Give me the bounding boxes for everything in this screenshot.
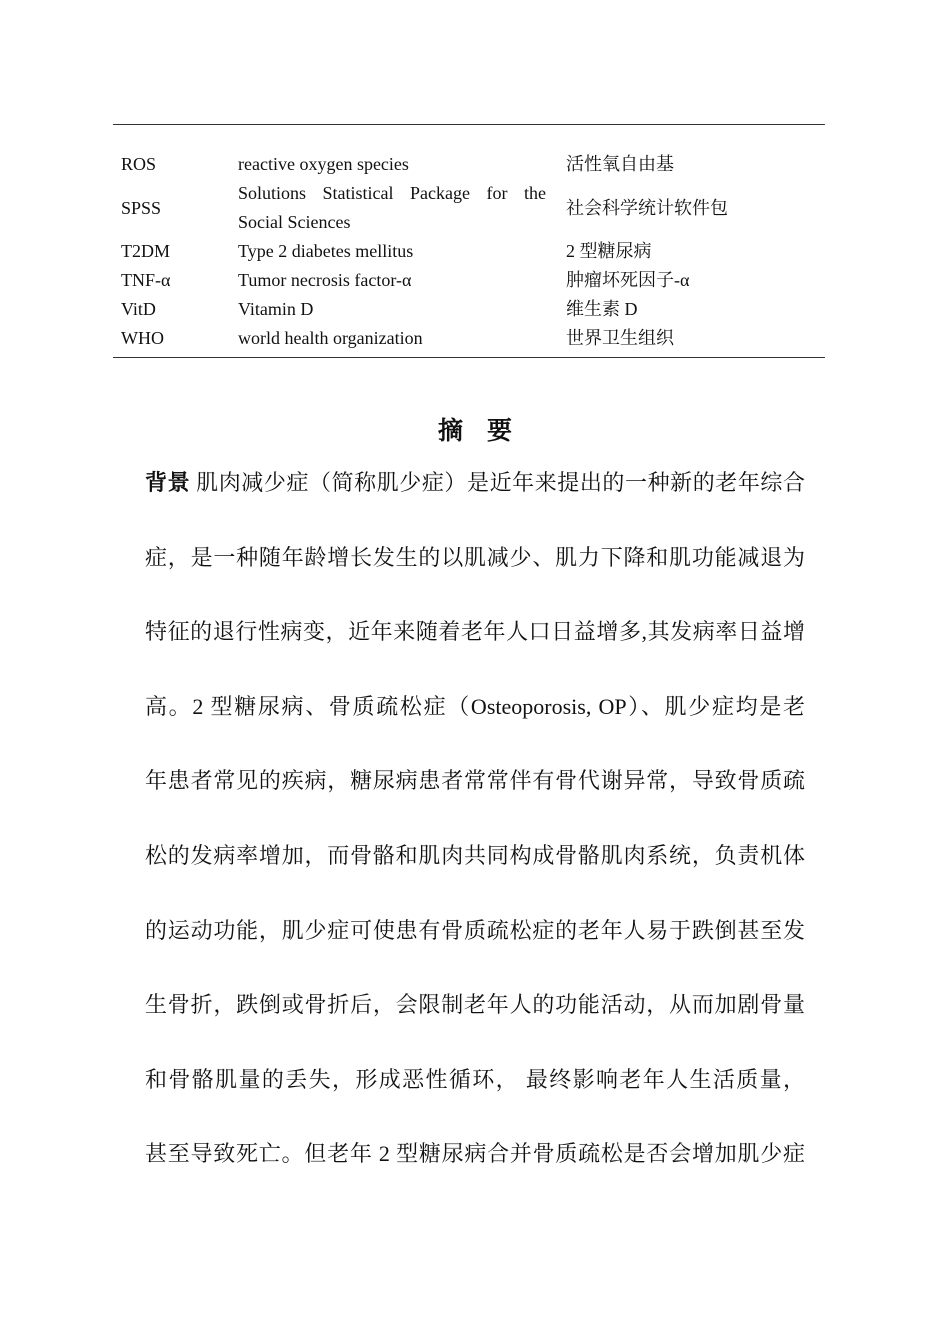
english-term-cell: Tumor necrosis factor-α: [238, 270, 412, 290]
table-row: [113, 179, 825, 237]
abstract-line: [145, 459, 805, 534]
chinese-term-cell: 社会科学统计软件包: [566, 197, 728, 218]
abstract-line: 的运动功能，肌少症可使患有骨质疏松症的老年人易于跌倒甚至发: [145, 917, 805, 943]
abbreviation-cell: SPSS: [121, 197, 162, 218]
abbreviation-cell: T2DM: [121, 241, 170, 261]
english-term-cell: world health organization: [238, 328, 423, 348]
english-term-cell: reactive oxygen species: [238, 154, 409, 174]
abbreviation-cell: ROS: [121, 154, 157, 174]
chinese-term-cell: 维生素 D: [566, 299, 638, 319]
english-term-cell: Solutions Statistical Package for the Social Sciences: [238, 183, 546, 232]
table-row: [113, 324, 825, 353]
chinese-term-cell: 2 型糖尿病: [566, 241, 652, 261]
abstract-line: 症，是一种随年龄增长发生的以肌减少、肌力下降和肌功能减退为: [145, 544, 805, 570]
table-row: [113, 237, 825, 266]
abbreviation-cell: VitD: [121, 299, 156, 319]
abstract-title: 摘要: [437, 418, 536, 445]
background-label: 背景: [145, 470, 191, 495]
abstract-line: 年患者常见的疾病，糖尿病患者常常伴有骨代谢异常，导致骨质疏: [145, 768, 805, 794]
chinese-term-cell: 活性氧自由基: [566, 154, 674, 174]
abbreviation-cell: TNF-α: [121, 270, 171, 290]
english-term-cell: Type 2 diabetes mellitus: [238, 241, 414, 261]
abstract-line-text: 肌肉减少症（简称肌少症）是近年来提出的一种新的老年综合: [196, 470, 805, 495]
abstract-line: 生骨折，跌倒或骨折后，会限制老年人的功能活动，从而加剧骨量: [145, 992, 805, 1018]
chinese-term-cell: 肿瘤坏死因子-α: [566, 270, 690, 290]
table-row: [113, 150, 825, 179]
abstract-body: [145, 459, 805, 1205]
table-row: [113, 295, 825, 324]
abstract-line: 甚至导致死亡。但老年 2 型糖尿病合并骨质疏松是否会增加肌少症: [145, 1141, 805, 1167]
abbreviation-cell: WHO: [121, 328, 164, 348]
abstract-line: 高。2 型糖尿病、骨质疏松症（Osteoporosis, OP）、肌少症均是老: [145, 693, 805, 719]
abstract-line: 松的发病率增加，而骨骼和肌肉共同构成骨骼肌肉系统，负责机体: [145, 842, 805, 868]
chinese-term-cell: 世界卫生组织: [566, 328, 674, 348]
abstract-line: 和骨骼肌量的丢失，形成恶性循环， 最终影响老年人生活质量，: [145, 1066, 805, 1092]
abstract-line: 特征的退行性病变，近年来随着老年人口日益增多,其发病率日益增: [145, 619, 805, 645]
abbreviation-table: [113, 124, 825, 358]
english-term-cell: Vitamin D: [238, 299, 314, 319]
table-row: [113, 266, 825, 295]
